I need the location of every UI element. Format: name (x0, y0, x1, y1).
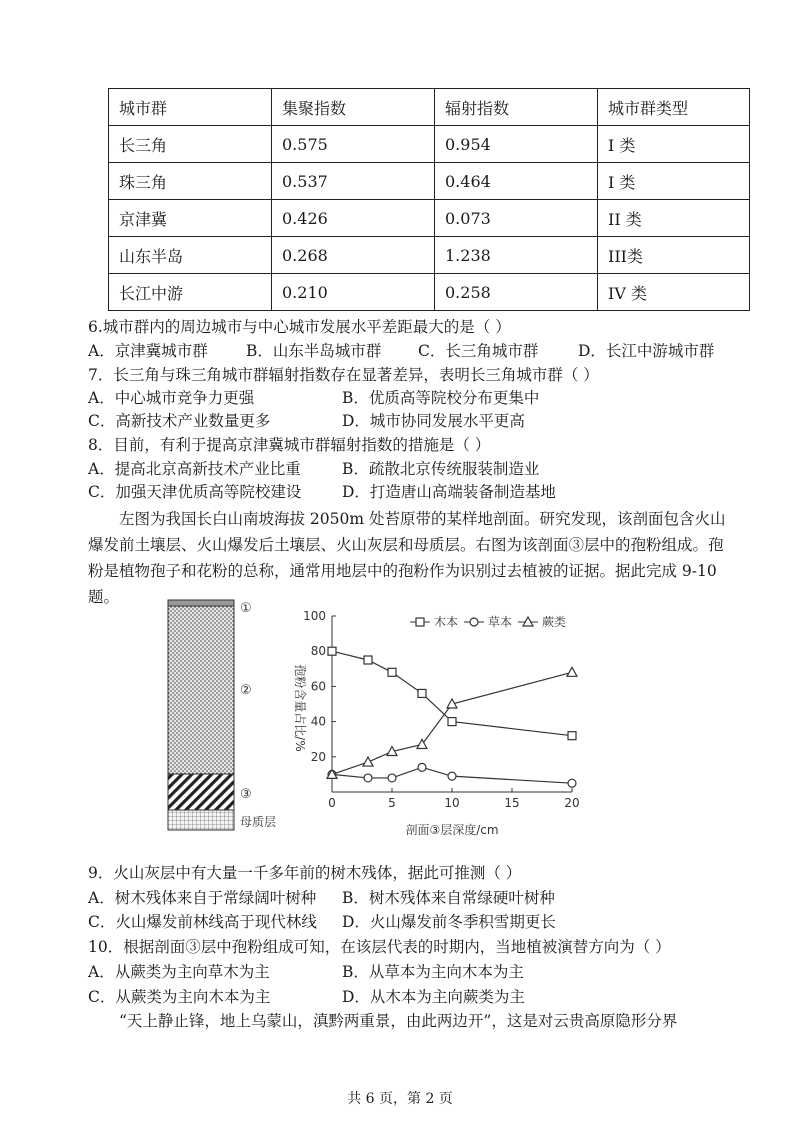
soil-profile-figure (160, 596, 290, 836)
question-9-option-b: B．树木残体来自常绿硬叶树种 (342, 889, 555, 907)
table-cell: 0.210 (272, 274, 435, 311)
table-row (109, 274, 750, 311)
profile-label-3: ③ (240, 787, 252, 802)
y-tick-label: 40 (310, 714, 326, 729)
chart-series (327, 647, 577, 787)
page-footer: 共 6 页，第 2 页 (347, 1091, 453, 1107)
x-tick-label: 5 (388, 796, 396, 810)
question-7-option-a: A．中心城市竞争力更强 (88, 389, 255, 407)
table-header-cell: 城市群 (109, 89, 272, 126)
question-9-option-c: C．火山爆发前林线高于现代林线 (88, 913, 317, 931)
data-point-triangle (417, 739, 427, 748)
profile-layer-3 (168, 774, 234, 810)
data-point-triangle (363, 757, 373, 766)
question-6-option-b: B．山东半岛城市群 (246, 342, 382, 360)
x-tick-label: 15 (504, 796, 520, 810)
intro-paragraph-9-10: 左图为我国长白山南坡海拔 2050m 处苔原带的某样地剖面。研究发现，该剖面包含火山爆发前土壤层、火山爆发后土壤层、火山灰层和母质层。右图为该剖面③层中的孢粉组成。孢粉是植物孢子和花粉的总称，通常用地层中的孢粉作为识别过去植被的证据。据此完成 9-10 题。 (88, 510, 726, 606)
question-8-option-a: A．提高北京高新技术产业比重 (88, 460, 301, 478)
question-7-option-d: D．城市协同发展水平更高 (342, 412, 525, 430)
table-cell: 长江中游 (109, 274, 272, 311)
table-cell: I 类 (598, 126, 750, 163)
table-cell: 0.575 (272, 126, 435, 163)
table-cell: 长三角 (109, 126, 272, 163)
data-point-circle (388, 774, 396, 782)
table-cell: 0.537 (272, 163, 435, 200)
city-cluster-table (108, 88, 750, 311)
y-tick-label: 60 (310, 679, 326, 694)
table-cell: 1.238 (435, 237, 598, 274)
table-header-cell: 城市群类型 (598, 89, 750, 126)
y-tick-label: 100 (303, 609, 326, 623)
x-tick-label: 10 (444, 796, 460, 810)
y-tick-label: 80 (310, 644, 326, 659)
table-cell: IV 类 (598, 274, 750, 311)
table-cell: 珠三角 (109, 163, 272, 200)
table-cell: II 类 (598, 200, 750, 237)
table-row (109, 237, 750, 274)
chart-xlabel: 剖面③层深度/cm (405, 823, 499, 837)
table-cell: 0.073 (435, 200, 598, 237)
legend-marker-square (416, 618, 424, 626)
chart-axes (303, 609, 580, 810)
question-10-option-a: A．从蕨类为主向草木为主 (88, 963, 270, 981)
data-point-square (418, 689, 426, 697)
question-7-option-c: C．高新技术产业数量更多 (88, 412, 271, 430)
data-point-circle (568, 779, 576, 787)
table-row (109, 126, 750, 163)
table-row (109, 163, 750, 200)
question-6-option-c: C．长三角城市群 (418, 342, 539, 360)
table-cell: I 类 (598, 163, 750, 200)
legend-label: 蕨类 (542, 615, 567, 629)
question-9-option-d: D．火山爆发前冬季积雪期更长 (342, 913, 556, 931)
question-8-option-b: B．疏散北京传统服装制造业 (342, 460, 540, 478)
question-7-option-b: B．优质高等院校分布更集中 (342, 389, 540, 407)
table-cell: 0.268 (272, 237, 435, 274)
table-cell: 0.464 (435, 163, 598, 200)
question-10-option-c: C．从蕨类为主向木本为主 (88, 988, 271, 1006)
question-8-option-c: C．加强天津优质高等院校建设 (88, 483, 302, 501)
x-tick-label: 0 (328, 796, 336, 810)
question-6-option-a: A．京津冀城市群 (88, 342, 208, 360)
profile-parent-material (168, 810, 234, 830)
table-header-cell: 集聚指数 (272, 89, 435, 126)
profile-layer-1 (168, 600, 234, 606)
legend-label: 草本 (488, 615, 513, 629)
profile-layer-2 (168, 606, 234, 774)
table-cell: 0.954 (435, 126, 598, 163)
legend-marker-circle (470, 618, 478, 626)
data-point-circle (364, 774, 372, 782)
table-header-cell: 辐射指数 (435, 89, 598, 126)
table-cell: 山东半岛 (109, 237, 272, 274)
question-10-option-d: D．从木本为主向蕨类为主 (342, 988, 525, 1006)
question-10-stem: 10．根据剖面③层中孢粉组成可知，在该层代表的时期内，当地植被演替方向为（ ） (88, 938, 671, 956)
table-row (109, 200, 750, 237)
data-point-square (568, 732, 576, 740)
table-cell: 0.258 (435, 274, 598, 311)
question-6-option-d: D．长江中游城市群 (578, 342, 715, 360)
chart-legend (410, 614, 566, 629)
pollen-line-chart (280, 600, 610, 840)
data-point-square (364, 656, 372, 664)
table-header-row (109, 89, 750, 126)
table-cell: 京津冀 (109, 200, 272, 237)
table-cell: 0.426 (272, 200, 435, 237)
question-8-option-d: D．打造唐山高端装备制造基地 (342, 483, 556, 501)
table-cell: III类 (598, 237, 750, 274)
profile-label-parent: 母质层 (240, 815, 277, 829)
profile-label-1: ① (240, 601, 252, 616)
next-question-intro: “天上静止锋，地上乌蒙山，滇黔两重景，由此两边开”，这是对云贵高原隐形分界 (119, 1012, 678, 1030)
data-point-triangle (567, 667, 577, 676)
data-point-square (448, 718, 456, 726)
data-point-square (388, 668, 396, 676)
legend-label: 木本 (434, 615, 459, 629)
question-9-option-a: A．树木残体来自于常绿阔叶树种 (88, 889, 317, 907)
question-9-stem: 9．火山灰层中有大量一千多年前的树木残体，据此可推测（ ） (88, 864, 522, 882)
question-10-option-b: B．从草本为主向木本为主 (342, 963, 524, 981)
data-point-square (328, 647, 336, 655)
data-point-circle (448, 772, 456, 780)
data-point-circle (418, 763, 426, 771)
question-8-stem: 8．目前，有利于提高京津冀城市群辐射指数的措施是（ ） (88, 436, 491, 454)
question-7-stem: 7．长三角与珠三角城市群辐射指数存在显著差异，表明长三角城市群（ ） (88, 366, 599, 384)
question-6-stem: 6.城市群内的周边城市与中心城市发展水平差距最大的是（ ） (88, 318, 511, 336)
chart-ylabel: 孢粉含量占比/% (293, 664, 307, 752)
profile-label-2: ② (240, 683, 252, 698)
x-tick-label: 20 (564, 796, 580, 810)
y-tick-label: 20 (310, 749, 326, 764)
